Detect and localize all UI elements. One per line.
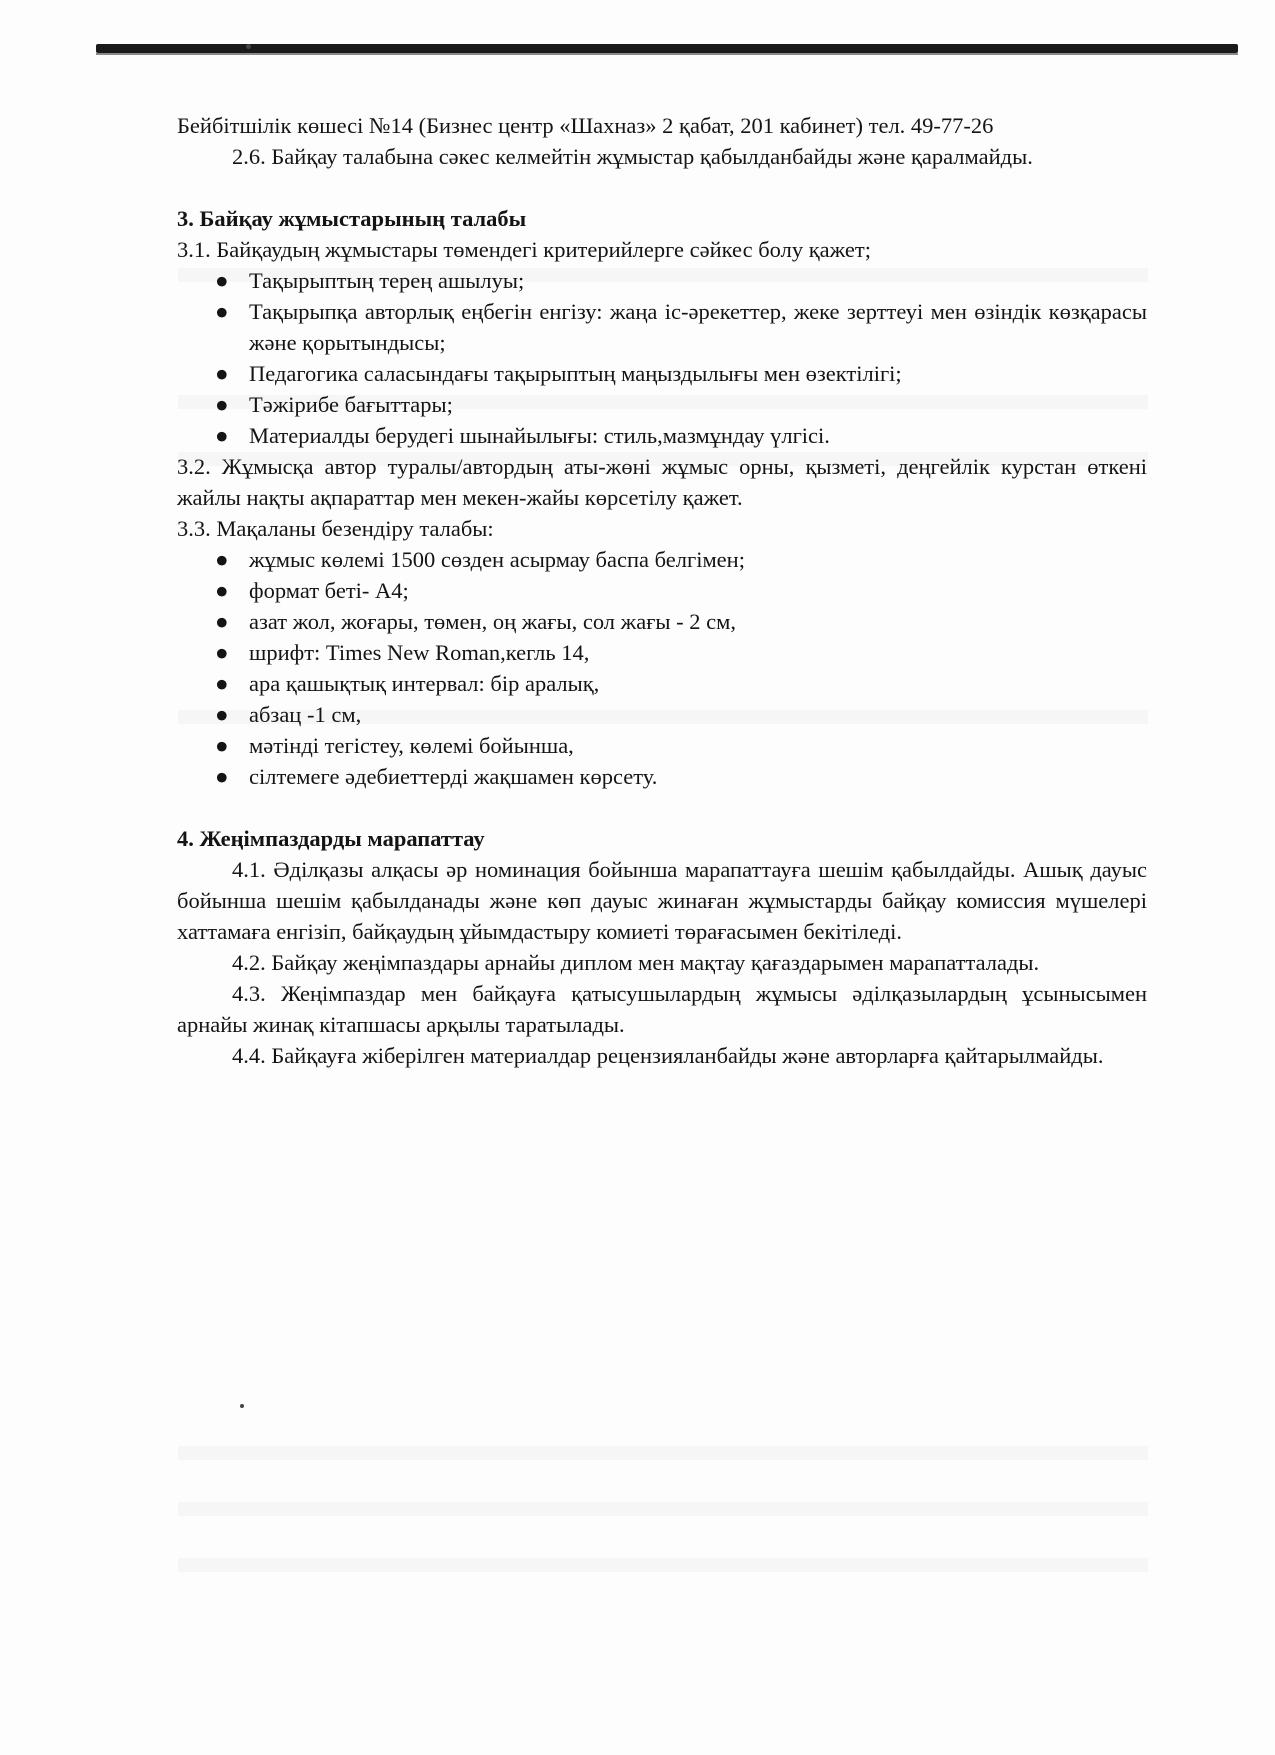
bleed-through-mark — [178, 1558, 1148, 1572]
list-item — [177, 575, 1147, 606]
list-item-text: азат жол, жоғары, төмен, оң жағы, сол жағы - 2 см, — [249, 609, 737, 634]
list-item-text: жұмыс көлемі 1500 сөзден асырмау баспа белгімен; — [249, 547, 745, 572]
paragraph-3-1: 3.1. Байқаудың жұмыстары төмендегі критерийлерге сәйкес болу қажет; — [177, 237, 871, 262]
list-item-text: сілтемеге әдебиеттерді жақшамен көрсету. — [249, 764, 658, 789]
list-item-text: Тақырыпқа авторлық еңбегін енгізу: жаңа іс-әрекеттер, жеке зерттеуі мен өзіндік көзқарасы және қорытындысы; — [249, 299, 1147, 355]
list-item-text: Педагогика саласындағы тақырыптың маңыздылығы мен өзектілігі; — [249, 361, 902, 386]
paragraph-4-2: 4.2. Байқау жеңімпаздары арнайы диплом мен мақтау қағаздарымен марапатталады. — [232, 950, 1040, 975]
bullet-icon: ● — [215, 702, 229, 727]
address-paragraph: Бейбітшілік көшесі №14 (Бизнес центр «Шахназ» 2 қабат, 201 кабинет) тел. 49-77-26 — [177, 113, 994, 138]
list-item-text: абзац -1 см, — [249, 702, 362, 727]
paragraph-3-3: 3.3. Мақаланы безендіру талабы: — [177, 516, 494, 541]
scan-speck — [240, 1404, 244, 1408]
bleed-through-mark — [178, 1502, 1148, 1516]
bullet-icon: ● — [215, 671, 229, 696]
bleed-through-mark — [178, 1446, 1148, 1460]
criteria-list — [177, 265, 1147, 451]
list-item-text: Тәжірибе бағыттары; — [249, 392, 453, 417]
paragraph-4-4: 4.4. Байқауға жіберілген материалдар рецензияланбайды және авторларға қайтарылмайды. — [232, 1043, 1104, 1068]
bullet-icon: ● — [215, 547, 229, 572]
list-item-text: Материалды берудегі шынайылығы: стиль,мазмұндау үлгісі. — [249, 423, 830, 448]
bullet-icon: ● — [215, 764, 229, 789]
scan-speck — [246, 44, 251, 49]
paragraph-2-6: 2.6. Байқау талабына сәкес келмейтін жұмыстар қабылданбайды және қаралмайды. — [232, 144, 1033, 169]
scan-edge-bar — [96, 44, 1238, 53]
section-4-heading: 4. Жеңімпаздарды марапаттау — [177, 826, 485, 851]
paragraph-4-3: 4.3. Жеңімпаздар мен байқауға қатысушылардың жұмысы әділқазылардың ұсынысымен арнайы жинақ кітапшасы арқылы таратылады. — [177, 981, 1147, 1037]
list-item-text: ара қашықтық интервал: бір аралық, — [249, 671, 600, 696]
list-item-text: Тақырыптың терең ашылуы; — [249, 268, 525, 293]
bullet-icon: ● — [215, 392, 229, 417]
spacer — [177, 172, 1147, 203]
list-item — [177, 389, 1147, 420]
bullet-icon: ● — [215, 423, 229, 448]
bullet-icon: ● — [215, 361, 229, 386]
paragraph-4-1: 4.1. Әділқазы алқасы әр номинация бойынша марапаттауға шешім қабылдайды. Ашық дауыс бойынша шешім қабылданады және көп дауыс жинаған жұмыстарды байқау комиссия мүшелері хаттамаға енгізіп, байқаудың ұйымдастыру комиеті төрағасымен бекітіледі. — [177, 857, 1147, 944]
list-item — [177, 761, 1147, 792]
scan-edge-shadow — [96, 53, 1238, 55]
list-item-text: мәтінді тегістеу, көлемі бойынша, — [249, 733, 574, 758]
list-item — [177, 606, 1147, 637]
bullet-icon: ● — [215, 299, 229, 324]
bullet-icon: ● — [215, 578, 229, 603]
list-item-text: шрифт: Times New Roman,кегль 14, — [249, 640, 590, 665]
bullet-icon: ● — [215, 640, 229, 665]
spacer — [177, 792, 1147, 823]
list-item — [177, 637, 1147, 668]
section-3-heading: 3. Байқау жұмыстарының талабы — [177, 206, 527, 231]
bullet-icon: ● — [215, 268, 229, 293]
list-item — [177, 420, 1147, 451]
list-item-text: формат беті- А4; — [249, 578, 409, 603]
list-item — [177, 544, 1147, 575]
list-item — [177, 730, 1147, 761]
paragraph-3-2: 3.2. Жұмысқа автор туралы/автордың аты-жөні жұмыс орны, қызметі, деңгейлік курстан өткені жайлы нақты ақпараттар мен мекен-жайы көрсетілу қажет. — [177, 454, 1147, 510]
list-item — [177, 358, 1147, 389]
list-item — [177, 668, 1147, 699]
document-body — [177, 110, 1147, 1071]
bullet-icon: ● — [215, 609, 229, 634]
list-item — [177, 265, 1147, 296]
bullet-icon: ● — [215, 733, 229, 758]
formatting-list — [177, 544, 1147, 792]
list-item — [177, 296, 1147, 358]
list-item — [177, 699, 1147, 730]
